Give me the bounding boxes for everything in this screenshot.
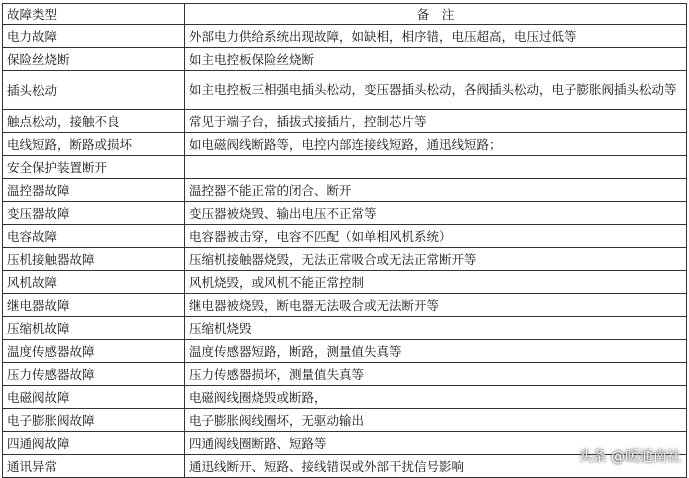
table-row [3, 25, 687, 48]
note-cell: 继电器被烧毁，断电器无法吸合或无法断开等 [185, 294, 687, 317]
table-row [3, 179, 687, 202]
table-row [3, 225, 687, 248]
note-cell: 温控器不能正常的闭合、断开 [185, 179, 687, 202]
table-row [3, 386, 687, 409]
note-cell: 压缩机烧毁 [185, 317, 687, 340]
note-cell: 电容器被击穿，电容不匹配（如单相风机系统） [185, 225, 687, 248]
note-cell: 如主电控板三相强电插头松动，变压器插头松动，各阀插头松动，电子膨胀阀插头松动等 [185, 71, 687, 110]
fault-type-cell: 电线短路，断路或损坏 [3, 133, 185, 156]
note-cell [185, 156, 687, 179]
fault-type-cell: 插头松动 [3, 71, 185, 110]
table-row [3, 133, 687, 156]
table-row [3, 202, 687, 225]
note-cell: 四通阀线圈断路、短路等 [185, 432, 687, 455]
fault-type-cell: 继电器故障 [3, 294, 185, 317]
fault-type-cell: 电磁阀故障 [3, 386, 185, 409]
header-note: 备 注 [185, 4, 687, 25]
fault-type-cell: 风机故障 [3, 271, 185, 294]
note-cell: 如电磁阀线断路等，电控内部连接线短路，通迅线短路； [185, 133, 687, 156]
fault-type-cell: 触点松动，接触不良 [3, 110, 185, 133]
fault-type-cell: 压缩机故障 [3, 317, 185, 340]
fault-type-cell: 压力传感器故障 [3, 363, 185, 386]
table-row [3, 409, 687, 432]
note-cell: 常见于端子台，插拔式接插片，控制芯片等 [185, 110, 687, 133]
table-row [3, 271, 687, 294]
note-cell: 压力传感器损坏，测量值失真等 [185, 363, 687, 386]
table-row [3, 363, 687, 386]
fault-type-cell: 安全保护装置断开 [3, 156, 185, 179]
table-row [3, 71, 687, 110]
table-row [3, 110, 687, 133]
table-row [3, 156, 687, 179]
header-fault-type: 故障类型 [3, 4, 185, 25]
fault-table [2, 3, 687, 478]
fault-type-cell: 电子膨胀阀故障 [3, 409, 185, 432]
note-cell: 风机烧毁，或风机不能正常控制 [185, 271, 687, 294]
note-cell: 如主电控板保险丝烧断 [185, 48, 687, 71]
table-row [3, 294, 687, 317]
note-cell: 温度传感器短路，断路，测量值失真等 [185, 340, 687, 363]
note-cell: 电磁阀线圈烧毁或断路， [185, 386, 687, 409]
note-cell: 外部电力供给系统出现故障，如缺相，相序错，电压超高，电压过低等 [185, 25, 687, 48]
table-header-row [3, 4, 687, 25]
table-row [3, 340, 687, 363]
table-row [3, 248, 687, 271]
table-row [3, 48, 687, 71]
fault-type-cell: 电力故障 [3, 25, 185, 48]
fault-type-cell: 通讯异常 [3, 455, 185, 478]
fault-type-cell: 温度传感器故障 [3, 340, 185, 363]
note-cell: 压缩机接触器烧毁，无法正常吸合或无法正常断开等 [185, 248, 687, 271]
note-cell: 通迅线断开、短路、接线错误或外部干扰信号影响 [185, 455, 687, 478]
watermark: 头条 @暖通南社 [578, 449, 681, 465]
fault-type-cell: 四通阀故障 [3, 432, 185, 455]
fault-type-cell: 温控器故障 [3, 179, 185, 202]
table-row [3, 317, 687, 340]
note-cell: 变压器被烧毁、输出电压不正常等 [185, 202, 687, 225]
note-cell: 电子膨胀阀线圈坏，无驱动输出 [185, 409, 687, 432]
fault-type-cell: 电容故障 [3, 225, 185, 248]
fault-type-cell: 压机接触器故障 [3, 248, 185, 271]
fault-type-cell: 保险丝烧断 [3, 48, 185, 71]
fault-type-cell: 变压器故障 [3, 202, 185, 225]
